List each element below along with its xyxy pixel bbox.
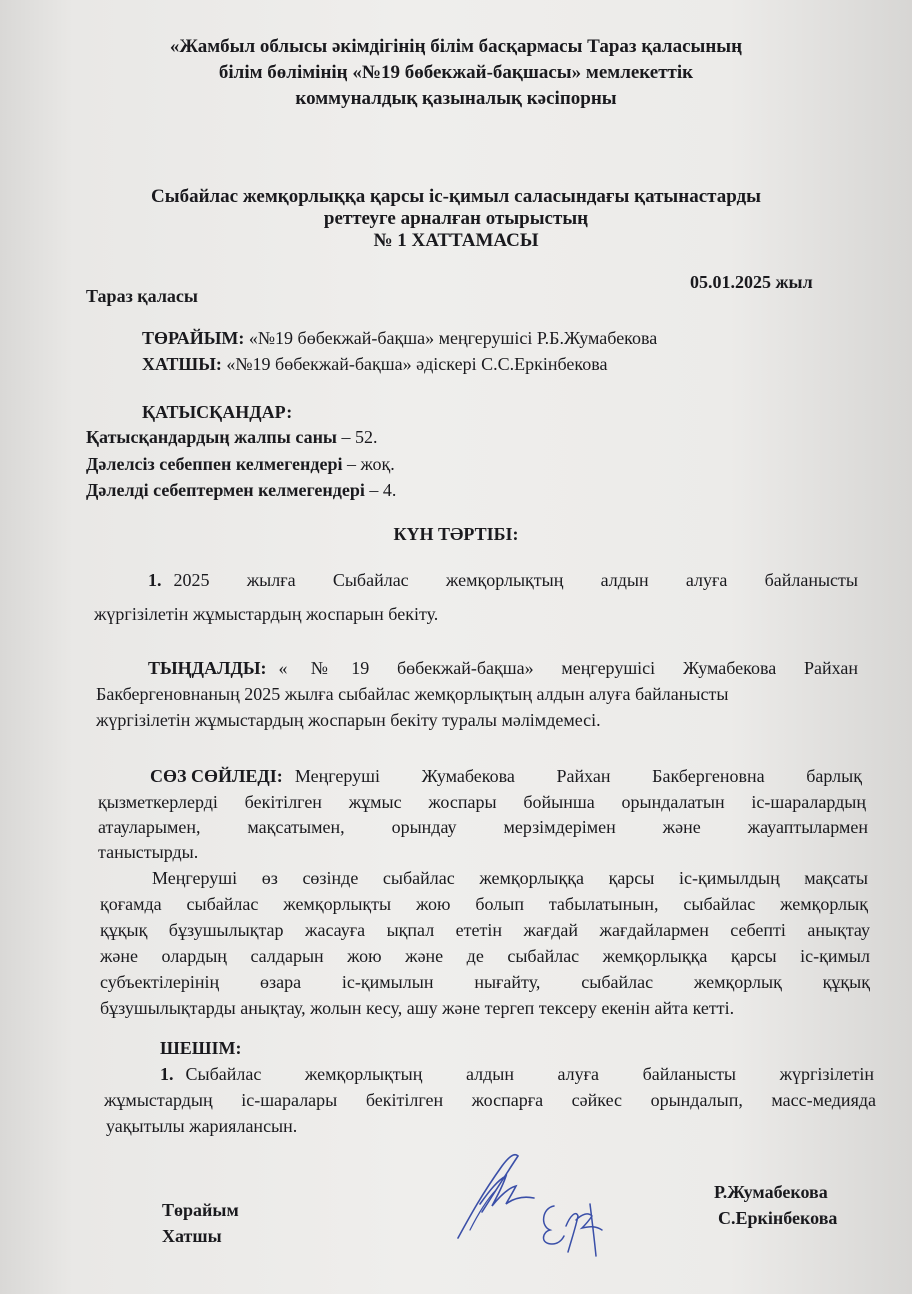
protocol-date: 05.01.2025 жыл [690, 272, 813, 292]
agenda-item-line-2: жүргізілетін жұмыстардың жоспарын бекіту. [94, 604, 439, 624]
agenda-item-line-1: 2025 жылға Сыбайлас жемқорлықтың алдын алуға байланысты [173, 570, 858, 590]
decision-line-3: уақытылы жариялансын. [106, 1116, 298, 1136]
decision-line-2: жұмыстардың іс-шаралары бекітілген жоспарға сәйкес орындалып, масс-медияда [104, 1090, 876, 1110]
org-header-line-3: коммуналдық қазыналық кәсіпорны [295, 88, 617, 109]
attendance-total-value: – 52. [341, 427, 378, 447]
spoke-p1-line-1: Меңгеруші Жумабекова Райхан Бакбергеновна барлық [294, 766, 862, 786]
secretary-line [142, 352, 822, 377]
title-line-3: № 1 ХАТТАМАСЫ [373, 230, 539, 251]
chair-signature-icon [452, 1146, 542, 1246]
heard-text-line-3: жүргізілетін жұмыстардың жоспарын бекіту туралы мәлімдемесі. [96, 710, 601, 730]
secretary-label: ХАТШЫ: [142, 354, 222, 374]
heard-text-line-2: Бакбергеновнаның 2025 жылға сыбайлас жемқорлықтың алдын алуға байланысты [96, 684, 729, 704]
heard-label: ТЫҢДАЛДЫ: [148, 658, 267, 678]
org-header [60, 34, 852, 112]
spoke-p1-line-2: қызметкерлерді бекітілген жұмыс жоспары бойынша орындалатын іс-шаралардың [98, 792, 866, 812]
chair-value: «№19 бөбекжай-бақша» меңгерушісі Р.Б.Жумабекова [248, 328, 658, 348]
document-title [60, 186, 852, 252]
secretary-role: Хатшы [162, 1226, 222, 1246]
attendance-unexcused-value: – жоқ. [347, 454, 395, 474]
secretary-name: С.Еркінбекова [718, 1208, 838, 1228]
title-line-2: реттеуге арналған отырыстың [323, 208, 589, 229]
spoke-p2-line-2: қоғамда сыбайлас жемқорлықты жою болып табылатынын, сыбайлас жемқорлық [100, 894, 868, 914]
spoke-label: СӨЗ СӨЙЛЕДІ: [150, 766, 283, 786]
decision-item-number: 1. [160, 1064, 174, 1084]
spoke-p1-line-3: атауларымен, мақсатымен, орындау мерзімдерімен және жауаптылармен [98, 817, 868, 837]
attendance-total-label: Қатысқандардың жалпы саны [86, 427, 337, 447]
protocol-city: Тараз қаласы [86, 286, 198, 306]
decision-line-1: Сыбайлас жемқорлықтың алдын алуға байланысты жүргізілетін [185, 1064, 874, 1084]
secretary-value: «№19 бөбекжай-бақша» әдіскері С.С.Еркінбекова [226, 354, 608, 374]
decision-item-1 [160, 1062, 874, 1087]
spoke-line-1 [150, 764, 862, 789]
attendance-heading: ҚАТЫСҚАНДАР: [142, 402, 293, 422]
agenda-item-1 [148, 568, 858, 593]
attendance-excused-label: Дәлелді себептермен келмегендері [86, 480, 365, 500]
attendance-excused [86, 478, 396, 503]
spoke-p2-line-5: субъектілерінің өзара іс-қимылын нығайту, сыбайлас жемқорлық құқық [100, 972, 870, 992]
decision-heading: ШЕШІМ: [160, 1038, 242, 1058]
heard-line-1 [148, 656, 858, 681]
org-header-line-1: «Жамбыл облысы әкімдігінің білім басқармасы Тараз қаласының [169, 36, 743, 57]
chair-name: Р.Жумабекова [714, 1182, 828, 1202]
heard-text-line-1: «№19 бөбекжай-бақша» меңгерушісі Жумабекова Райхан [278, 658, 858, 678]
spoke-p2-line-1: Меңгеруші өз сөзінде сыбайлас жемқорлыққа қарсы іс-қимылдың мақсаты [152, 868, 868, 888]
spoke-p2-line-4: және олардың салдарын жою және де сыбайлас жемқорлыққа қарсы іс-қимыл [100, 946, 870, 966]
spoke-p2-line-3: құқық бұзушылықтар жасауға ықпал ететін жағдай жағдайлармен себепті анықтау [100, 920, 870, 940]
attendance-excused-value: – 4. [369, 480, 397, 500]
org-header-line-2: білім бөлімінің «№19 бөбекжай-бақшасы» мемлекеттік [218, 62, 694, 83]
agenda-heading: КҮН ТӘРТІБІ: [393, 524, 519, 544]
secretary-signature-icon [536, 1186, 616, 1266]
attendance-unexcused [86, 452, 395, 477]
chair-label: ТӨРАЙЫМ: [142, 328, 245, 348]
attendance-total [86, 425, 378, 450]
title-line-1: Сыбайлас жемқорлыққа қарсы іс-қимыл саласындағы қатынастарды [151, 186, 761, 207]
spoke-p1-line-4: таныстырды. [98, 842, 199, 862]
spoke-p2-line-6: бұзушылықтарды анықтау, жолын кесу, ашу және тергеп тексеру екенін айта кетті. [100, 998, 735, 1018]
chair-role: Төрайым [162, 1200, 239, 1220]
attendance-unexcused-label: Дәлелсіз себеппен келмегендері [86, 454, 343, 474]
agenda-item-number: 1. [148, 570, 162, 590]
chair-line [142, 326, 822, 351]
